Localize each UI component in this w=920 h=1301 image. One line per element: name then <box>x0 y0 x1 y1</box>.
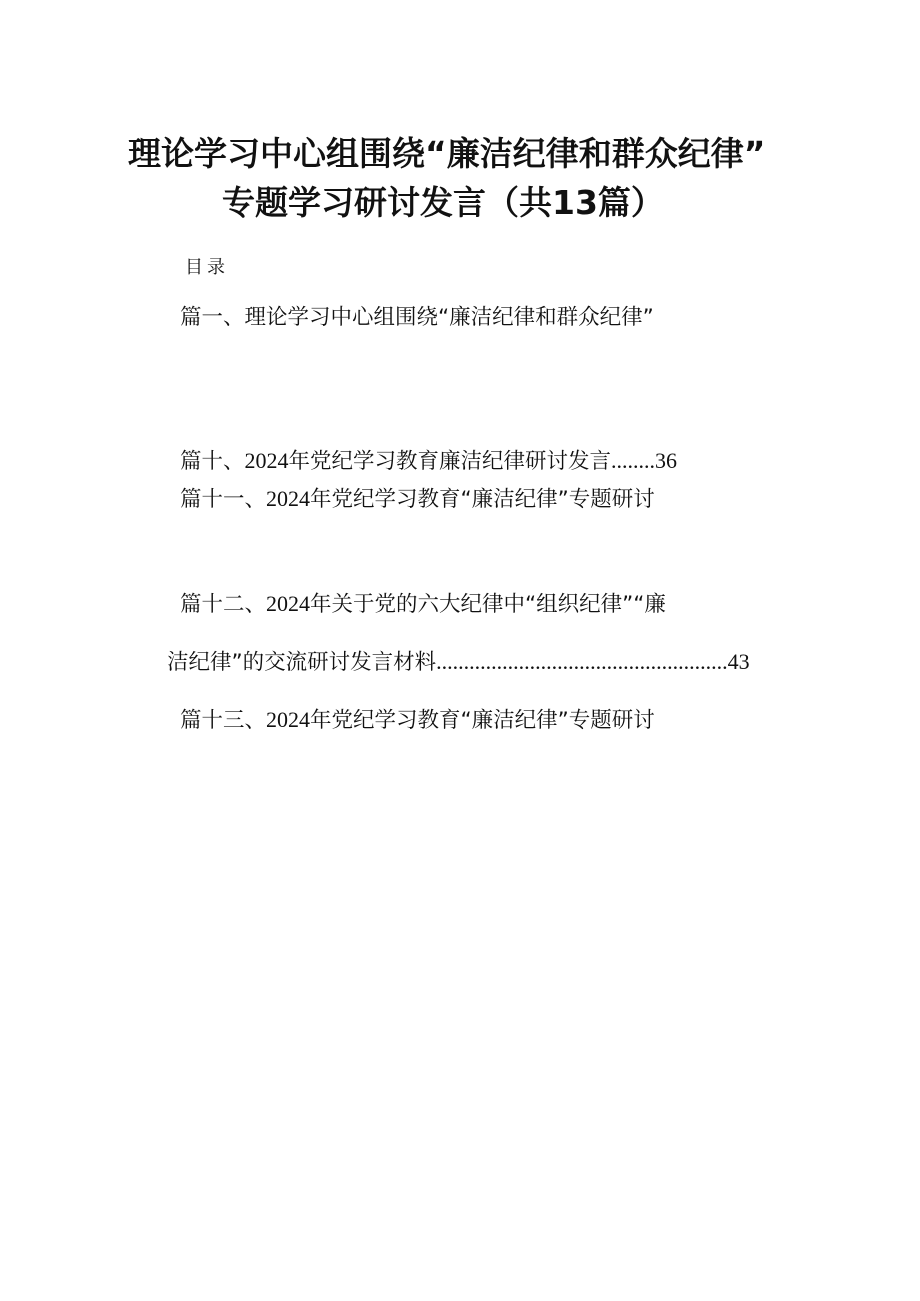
toc-entry-page: 36 <box>655 448 678 473</box>
toc-entry-13[interactable] <box>180 705 655 736</box>
toc-entry-10[interactable] <box>180 446 677 477</box>
toc-entry-leader: ..................................................... <box>436 649 728 674</box>
toc-entry-prefix: 篇十一、 <box>180 487 267 512</box>
toc-entry-text: 年关于党的六大纪律中“组织纪律”“廉 <box>310 592 666 617</box>
toc-entry-text: 洁纪律”的交流研讨发言材料 <box>167 650 437 675</box>
toc-entry-text: 篇一、理论学习中心组围绕“廉洁纪律和群众纪律” <box>180 305 654 330</box>
toc-entry-page: 43 <box>727 649 750 674</box>
toc-entry-leader: ........ <box>611 448 656 473</box>
document-title-line-1: 理论学习中心组围绕“廉洁纪律和群众纪律” <box>128 134 766 173</box>
toc-entry-text: 年党纪学习教育“廉洁纪律”专题研讨 <box>310 487 655 512</box>
toc-entry-text: 年党纪学习教育“廉洁纪律”专题研讨 <box>310 708 655 733</box>
toc-entry-year: 2024 <box>266 707 311 732</box>
toc-entry-prefix: 篇十三、 <box>180 708 267 733</box>
toc-entry-year: 2024 <box>266 486 311 511</box>
toc-entry-text: 年党纪学习教育廉洁纪律研讨发言 <box>288 449 612 474</box>
toc-entry-year: 2024 <box>266 591 311 616</box>
toc-entry-1[interactable] <box>180 303 654 333</box>
toc-entry-11[interactable] <box>180 484 655 515</box>
toc-entry-12[interactable] <box>180 589 666 620</box>
toc-entry-year: 2024 <box>244 448 289 473</box>
toc-entry-prefix: 篇十、 <box>180 449 245 474</box>
toc-heading: 目录 <box>185 257 229 278</box>
toc-entry-12-continued[interactable] <box>167 647 750 678</box>
toc-entry-prefix: 篇十二、 <box>180 592 267 617</box>
document-title-line-2: 专题学习研讨发言（共13篇） <box>222 183 664 222</box>
